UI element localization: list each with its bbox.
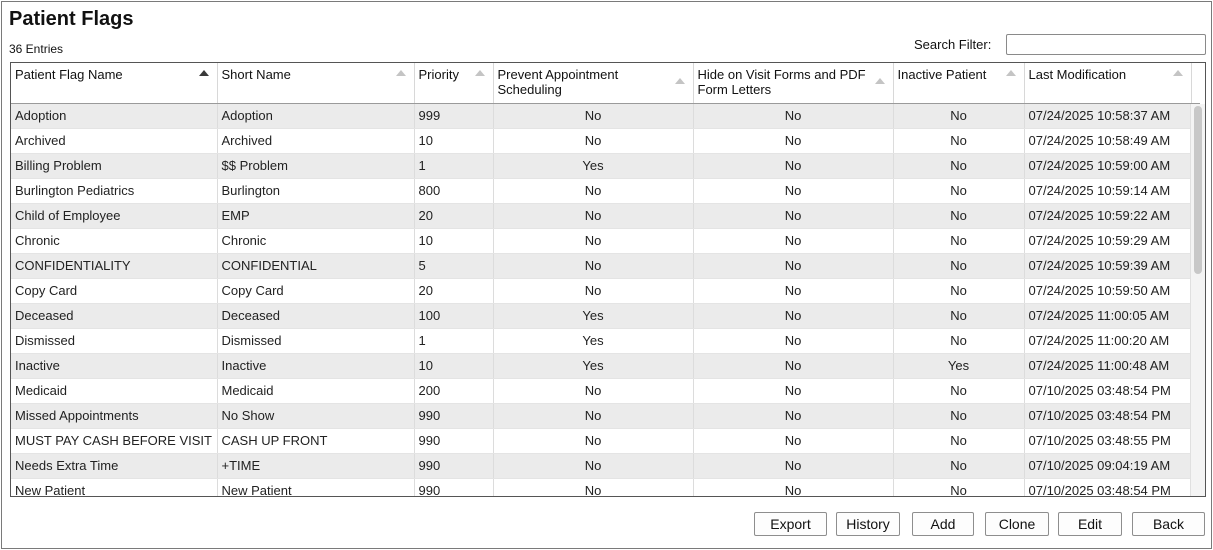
- cell-inactive-patient: No: [893, 453, 1024, 478]
- cell-patient-flag-name: Billing Problem: [11, 153, 217, 178]
- cell-inactive-patient: No: [893, 153, 1024, 178]
- add-button[interactable]: Add: [912, 512, 974, 536]
- cell-short-name: Burlington: [217, 178, 414, 203]
- cell-patient-flag-name: Child of Employee: [11, 203, 217, 228]
- cell-priority: 10: [414, 128, 493, 153]
- cell-priority: 800: [414, 178, 493, 203]
- sort-ascending-icon[interactable]: [875, 78, 885, 84]
- cell-prevent-appointment-scheduling: No: [493, 428, 693, 453]
- cell-priority: 1: [414, 153, 493, 178]
- cell-inactive-patient: Yes: [893, 353, 1024, 378]
- column-header-hide-on-visit-forms[interactable]: [693, 63, 893, 103]
- scrollbar-header-spacer: [1191, 63, 1200, 103]
- cell-patient-flag-name: Dismissed: [11, 328, 217, 353]
- cell-patient-flag-name: Inactive: [11, 353, 217, 378]
- cell-inactive-patient: No: [893, 278, 1024, 303]
- cell-last-modification: 07/24/2025 11:00:05 AM: [1024, 303, 1191, 328]
- edit-button[interactable]: Edit: [1058, 512, 1122, 536]
- cell-last-modification: 07/24/2025 11:00:20 AM: [1024, 328, 1191, 353]
- table-row[interactable]: [11, 403, 1200, 428]
- cell-short-name: No Show: [217, 403, 414, 428]
- cell-priority: 200: [414, 378, 493, 403]
- cell-prevent-appointment-scheduling: No: [493, 178, 693, 203]
- table-row[interactable]: [11, 178, 1200, 203]
- cell-hide-on-visit-forms: No: [693, 403, 893, 428]
- cell-inactive-patient: No: [893, 103, 1024, 128]
- cell-patient-flag-name: Copy Card: [11, 278, 217, 303]
- cell-prevent-appointment-scheduling: No: [493, 203, 693, 228]
- cell-last-modification: 07/10/2025 03:48:55 PM: [1024, 428, 1191, 453]
- cell-patient-flag-name: Missed Appointments: [11, 403, 217, 428]
- cell-last-modification: 07/10/2025 03:48:54 PM: [1024, 478, 1191, 497]
- cell-short-name: Copy Card: [217, 278, 414, 303]
- cell-short-name: Deceased: [217, 303, 414, 328]
- sort-ascending-icon[interactable]: [1173, 70, 1183, 76]
- cell-last-modification: 07/24/2025 10:59:50 AM: [1024, 278, 1191, 303]
- cell-inactive-patient: No: [893, 228, 1024, 253]
- cell-short-name: $$ Problem: [217, 153, 414, 178]
- cell-last-modification: 07/24/2025 10:58:49 AM: [1024, 128, 1191, 153]
- cell-patient-flag-name: New Patient: [11, 478, 217, 497]
- cell-short-name: New Patient: [217, 478, 414, 497]
- patient-flags-window: [1, 1, 1212, 549]
- cell-hide-on-visit-forms: No: [693, 453, 893, 478]
- column-header-label: Prevent Appointment Scheduling: [497, 67, 619, 97]
- sort-ascending-icon[interactable]: [199, 70, 209, 76]
- cell-patient-flag-name: CONFIDENTIALITY: [11, 253, 217, 278]
- history-button[interactable]: History: [836, 512, 900, 536]
- cell-inactive-patient: No: [893, 478, 1024, 497]
- column-header-last-modification[interactable]: [1024, 63, 1191, 103]
- cell-patient-flag-name: Medicaid: [11, 378, 217, 403]
- cell-priority: 1: [414, 328, 493, 353]
- column-header-label: Inactive Patient: [897, 67, 987, 82]
- cell-prevent-appointment-scheduling: No: [493, 278, 693, 303]
- table-row[interactable]: [11, 103, 1200, 128]
- cell-last-modification: 07/10/2025 03:48:54 PM: [1024, 403, 1191, 428]
- cell-prevent-appointment-scheduling: Yes: [493, 353, 693, 378]
- cell-hide-on-visit-forms: No: [693, 278, 893, 303]
- cell-last-modification: 07/24/2025 10:59:14 AM: [1024, 178, 1191, 203]
- cell-short-name: Medicaid: [217, 378, 414, 403]
- cell-hide-on-visit-forms: No: [693, 303, 893, 328]
- cell-hide-on-visit-forms: No: [693, 428, 893, 453]
- sort-ascending-icon[interactable]: [1006, 70, 1016, 76]
- cell-last-modification: 07/24/2025 10:58:37 AM: [1024, 103, 1191, 128]
- cell-priority: 100: [414, 303, 493, 328]
- cell-inactive-patient: No: [893, 328, 1024, 353]
- column-header-patient-flag-name[interactable]: [11, 63, 217, 103]
- cell-hide-on-visit-forms: No: [693, 128, 893, 153]
- cell-priority: 990: [414, 403, 493, 428]
- column-header-label: Short Name: [221, 67, 291, 82]
- cell-short-name: Archived: [217, 128, 414, 153]
- cell-inactive-patient: No: [893, 428, 1024, 453]
- column-header-inactive-patient[interactable]: [893, 63, 1024, 103]
- table-row[interactable]: [11, 378, 1200, 403]
- column-header-short-name[interactable]: [217, 63, 414, 103]
- cell-priority: 990: [414, 478, 493, 497]
- cell-short-name: EMP: [217, 203, 414, 228]
- table-row[interactable]: [11, 203, 1200, 228]
- cell-priority: 5: [414, 253, 493, 278]
- cell-hide-on-visit-forms: No: [693, 178, 893, 203]
- table-row[interactable]: [11, 128, 1200, 153]
- clone-button[interactable]: Clone: [985, 512, 1049, 536]
- cell-priority: 20: [414, 278, 493, 303]
- cell-patient-flag-name: Chronic: [11, 228, 217, 253]
- cell-patient-flag-name: Archived: [11, 128, 217, 153]
- table-row[interactable]: [11, 453, 1200, 478]
- search-filter-input[interactable]: [1006, 34, 1206, 55]
- column-header-prevent-appointment-scheduling[interactable]: [493, 63, 693, 103]
- cell-inactive-patient: No: [893, 303, 1024, 328]
- patient-flags-table: [10, 62, 1206, 497]
- cell-inactive-patient: No: [893, 203, 1024, 228]
- cell-last-modification: 07/24/2025 10:59:29 AM: [1024, 228, 1191, 253]
- column-header-label: Hide on Visit Forms and PDF Form Letters: [697, 67, 866, 97]
- column-header-label: Patient Flag Name: [15, 67, 123, 82]
- cell-patient-flag-name: Needs Extra Time: [11, 453, 217, 478]
- vertical-scrollbar[interactable]: [1190, 104, 1205, 497]
- cell-hide-on-visit-forms: No: [693, 478, 893, 497]
- cell-priority: 999: [414, 103, 493, 128]
- cell-hide-on-visit-forms: No: [693, 103, 893, 128]
- cell-prevent-appointment-scheduling: No: [493, 103, 693, 128]
- sort-ascending-icon[interactable]: [475, 70, 485, 76]
- cell-inactive-patient: No: [893, 178, 1024, 203]
- cell-prevent-appointment-scheduling: No: [493, 403, 693, 428]
- cell-patient-flag-name: Burlington Pediatrics: [11, 178, 217, 203]
- cell-last-modification: 07/10/2025 03:48:54 PM: [1024, 378, 1191, 403]
- cell-last-modification: 07/24/2025 11:00:48 AM: [1024, 353, 1191, 378]
- cell-short-name: Inactive: [217, 353, 414, 378]
- cell-inactive-patient: No: [893, 128, 1024, 153]
- table-row[interactable]: [11, 478, 1200, 497]
- cell-last-modification: 07/10/2025 09:04:19 AM: [1024, 453, 1191, 478]
- cell-short-name: CONFIDENTIAL: [217, 253, 414, 278]
- cell-short-name: CASH UP FRONT: [217, 428, 414, 453]
- export-button[interactable]: Export: [754, 512, 827, 536]
- column-header-label: Priority: [418, 67, 459, 82]
- cell-inactive-patient: No: [893, 403, 1024, 428]
- column-header-priority[interactable]: [414, 63, 493, 103]
- sort-ascending-icon[interactable]: [675, 78, 685, 84]
- column-header-label: Last Modification: [1028, 67, 1127, 82]
- cell-prevent-appointment-scheduling: No: [493, 253, 693, 278]
- table-row[interactable]: [11, 428, 1200, 453]
- cell-hide-on-visit-forms: No: [693, 203, 893, 228]
- table-row[interactable]: [11, 228, 1200, 253]
- cell-short-name: Dismissed: [217, 328, 414, 353]
- cell-hide-on-visit-forms: No: [693, 153, 893, 178]
- cell-priority: 990: [414, 428, 493, 453]
- table-row[interactable]: [11, 328, 1200, 353]
- table-header-row: [11, 63, 1200, 103]
- cell-hide-on-visit-forms: No: [693, 228, 893, 253]
- cell-patient-flag-name: MUST PAY CASH BEFORE VISIT: [11, 428, 217, 453]
- sort-ascending-icon[interactable]: [396, 70, 406, 76]
- cell-prevent-appointment-scheduling: Yes: [493, 153, 693, 178]
- cell-prevent-appointment-scheduling: No: [493, 228, 693, 253]
- cell-last-modification: 07/24/2025 10:59:39 AM: [1024, 253, 1191, 278]
- table-row[interactable]: [11, 353, 1200, 378]
- table-row[interactable]: [11, 153, 1200, 178]
- table-row[interactable]: [11, 303, 1200, 328]
- table-row[interactable]: [11, 253, 1200, 278]
- cell-priority: 10: [414, 353, 493, 378]
- back-button[interactable]: Back: [1132, 512, 1205, 536]
- cell-prevent-appointment-scheduling: Yes: [493, 303, 693, 328]
- cell-prevent-appointment-scheduling: No: [493, 478, 693, 497]
- cell-short-name: Adoption: [217, 103, 414, 128]
- cell-inactive-patient: No: [893, 253, 1024, 278]
- search-filter-label: Search Filter:: [914, 37, 992, 52]
- cell-last-modification: 07/24/2025 10:59:22 AM: [1024, 203, 1191, 228]
- page-title: Patient Flags: [9, 8, 134, 30]
- cell-prevent-appointment-scheduling: No: [493, 128, 693, 153]
- cell-short-name: +TIME: [217, 453, 414, 478]
- cell-patient-flag-name: Deceased: [11, 303, 217, 328]
- cell-prevent-appointment-scheduling: Yes: [493, 328, 693, 353]
- cell-inactive-patient: No: [893, 378, 1024, 403]
- table-body: [11, 103, 1200, 497]
- scrollbar-thumb[interactable]: [1194, 106, 1202, 274]
- table-row[interactable]: [11, 278, 1200, 303]
- cell-hide-on-visit-forms: No: [693, 378, 893, 403]
- entries-count: 36 Entries: [9, 42, 64, 56]
- cell-priority: 10: [414, 228, 493, 253]
- cell-priority: 20: [414, 203, 493, 228]
- cell-hide-on-visit-forms: No: [693, 253, 893, 278]
- cell-last-modification: 07/24/2025 10:59:00 AM: [1024, 153, 1191, 178]
- cell-prevent-appointment-scheduling: No: [493, 453, 693, 478]
- cell-priority: 990: [414, 453, 493, 478]
- cell-short-name: Chronic: [217, 228, 414, 253]
- cell-patient-flag-name: Adoption: [11, 103, 217, 128]
- cell-prevent-appointment-scheduling: No: [493, 378, 693, 403]
- cell-hide-on-visit-forms: No: [693, 328, 893, 353]
- cell-hide-on-visit-forms: No: [693, 353, 893, 378]
